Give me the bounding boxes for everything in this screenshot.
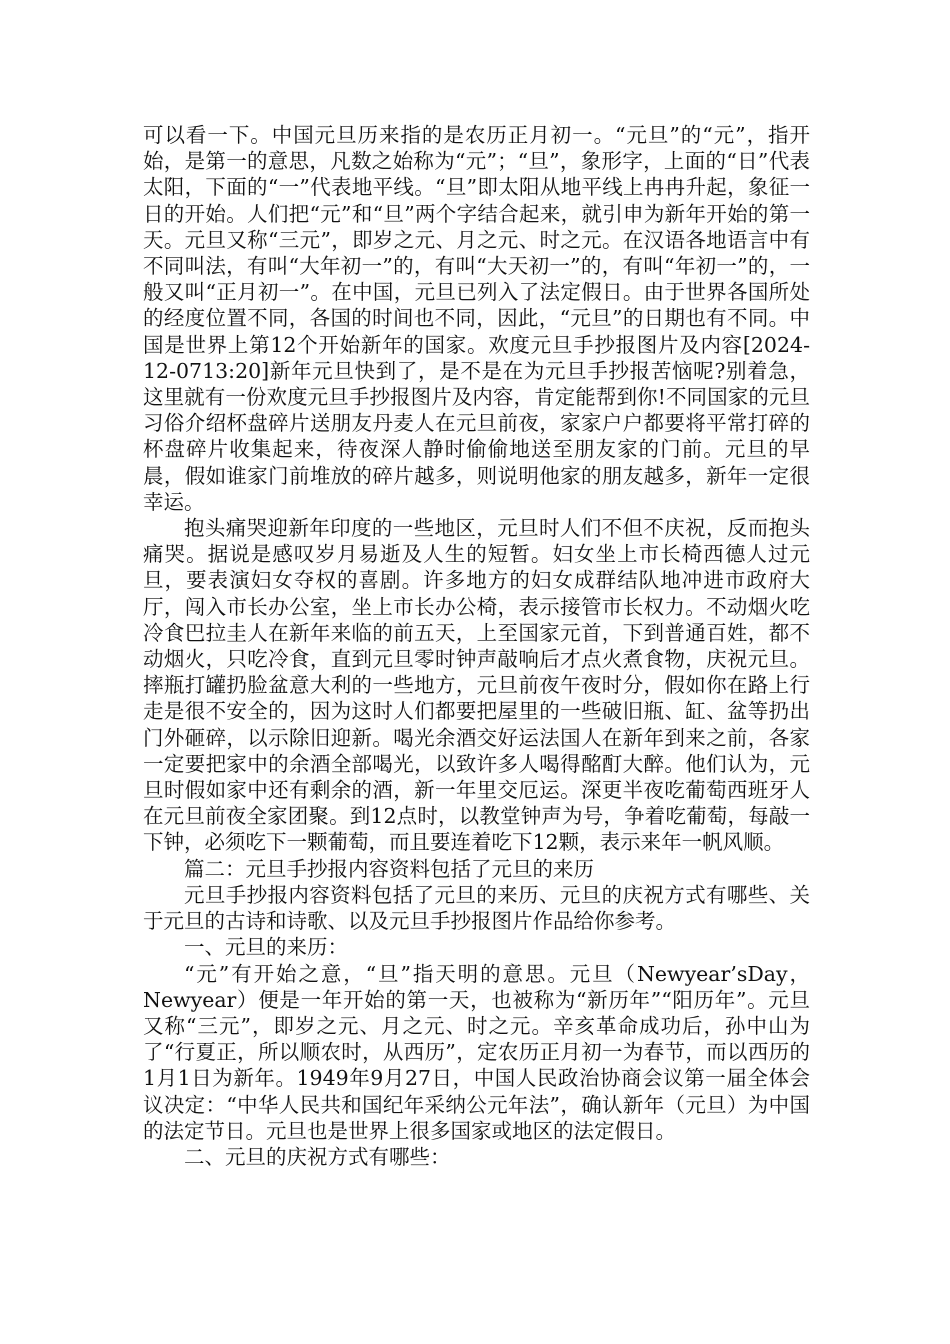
paragraph-intro: 元旦手抄报内容资料包括了元旦的来历、元旦的庆祝方式有哪些、关于元旦的古诗和诗歌、以及元旦手抄报图片作品给你参考。 bbox=[143, 882, 810, 934]
paragraph-1: 可以看一下。中国元旦历来指的是农历正月初一。“元旦”的“元”，指开始，是第一的意思，凡数之始称为“元”；“旦”，象形字，上面的“日”代表太阳，下面的“一”代表地平线。“旦”即太阳从地平线上冉冉升起，象征一日的开始。人们把“元”和“旦”两个字结合起来，就引申为新年开始的第一天。元旦又称“三元”，即岁之元、月之元、时之元。在汉语各地语言中有不同叫法，有叫“大年初一”的，有叫“大天初一”的，有叫“年初一”的，一般又叫“正月初一”。在中国，元旦已列入了法定假日。由于世界各国所处的经度位置不同，各国的时间也不同，因此，“元旦”的日期也有不同。中国是世界上第12个开始新年的国家。欢度元旦手抄报图片及内容[2024-12-0713:20]新年元旦快到了，是不是在为元旦手抄报苦恼呢?别着急，这里就有一份欢度元旦手抄报图片及内容，肯定能帮到你!不同国家的元旦习俗介绍杯盘碎片送朋友丹麦人在元旦前夜，家家户户都要将平常打碎的杯盘碎片收集起来，待夜深人静时偷偷地送至朋友家的门前。元旦的早晨，假如谁家门前堆放的碎片越多，则说明他家的朋友越多，新年一定很幸运。 bbox=[143, 123, 810, 514]
subheading-celebration: 二、元旦的庆祝方式有哪些： bbox=[184, 1144, 451, 1169]
subheading-origin: 一、元旦的来历： bbox=[184, 935, 348, 960]
paragraph-2: 抱头痛哭迎新年印度的一些地区，元旦时人们不但不庆祝，反而抱头痛哭。据说是感叹岁月易逝及人生的短暂。妇女坐上市长椅西德人过元旦，要表演妇女夺权的喜剧。许多地方的妇女成群结队地冲进市政府大厅，闯入市长办公室，坐上市长办公椅，表示接管市长权力。不动烟火吃冷食巴拉圭人在新年来临的前五天，上至国家元首，下到普通百姓，都不动烟火，只吃冷食，直到元旦零时钟声敲响后才点火煮食物，庆祝元旦。摔瓶打罐扔脸盆意大利的一些地方，元旦前夜午夜时分，假如你在路上行走是很不安全的，因为这时人们都要把屋里的一些破旧瓶、缸、盆等扔出门外砸碎，以示除旧迎新。喝光余酒交好运法国人在新年到来之前，各家一定要把家中的余酒全部喝光，以致许多人喝得酩酊大醉。他们认为，元旦时假如家中还有剩余的酒，新一年里交厄运。深更半夜吃葡萄西班牙人在元旦前夜全家团聚。到12点时，以教堂钟声为号，争着吃葡萄，每敲一下钟，必须吃下一颗葡萄，而且要连着吃下12颗，表示来年一帆风顺。 bbox=[143, 516, 810, 855]
paragraph-origin: “元”有开始之意，“旦”指天明的意思。元旦（Newyear’sDay，Newyear）便是一年开始的第一天，也被称为“新历年”“阳历年”。元旦又称“三元”，即岁之元、月之元、时之元。辛亥革命成功后，孙中山为了“行夏正，所以顺农时，从西历”，定农历正月初一为春节，而以西历的1月1日为新年。1949年9月27日，中国人民政治协商会议第一届全体会议决定：“中华人民共和国纪年采纳公元年法”，确认新年（元旦）为中国的法定节日。元旦也是世界上很多国家或地区的法定假日。 bbox=[143, 961, 810, 1143]
section-heading-part-two: 篇二：元旦手抄报内容资料包括了元旦的来历 bbox=[184, 856, 594, 881]
